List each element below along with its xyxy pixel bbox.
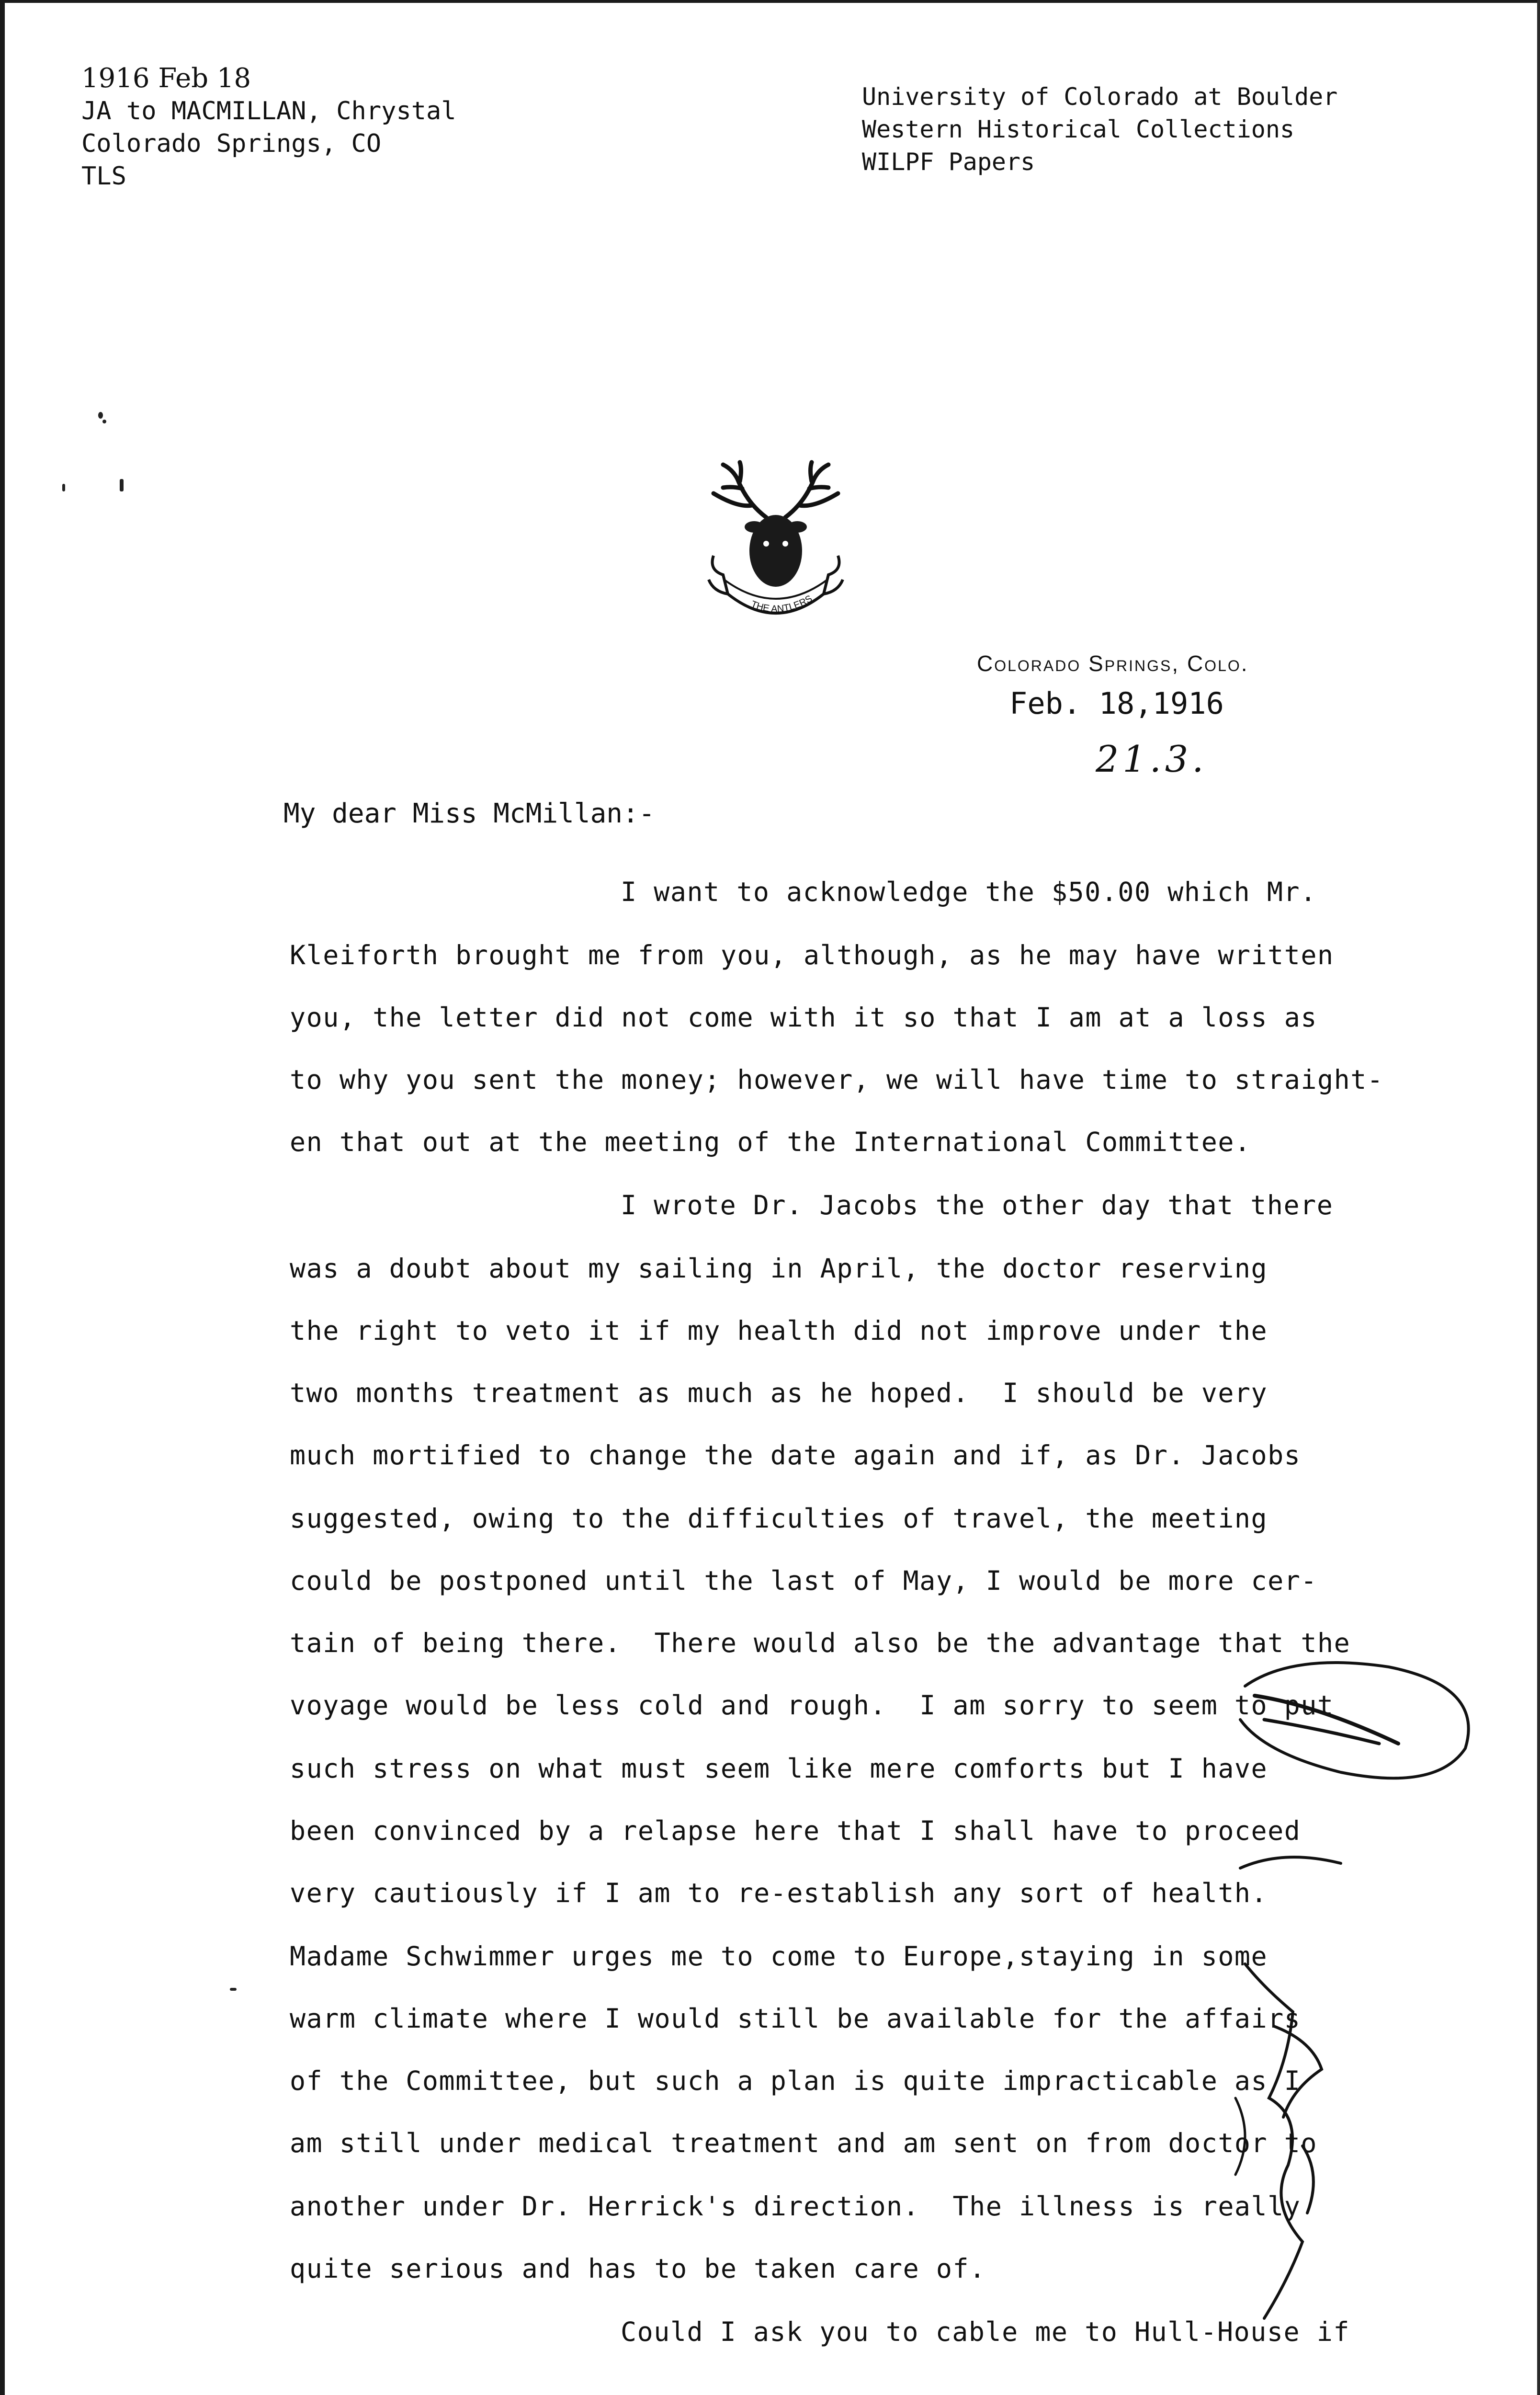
archive-metadata-right [862,80,1337,178]
meta-type: TLS [81,162,126,191]
body-line: I wrote Dr. Jacobs the other day that there [621,1190,1334,1220]
body-line: you, the letter did not come with it so that I am at a loss as [290,1002,1317,1033]
body-line: suggested, owing to the difficulties of travel, the meeting [290,1503,1268,1534]
body-line: tain of being there. There would also be the advantage that the [290,1628,1351,1658]
body-line: much mortified to change the date again and if, as Dr. Jacobs [290,1440,1301,1471]
crest-caption: THE ANTLERS [749,593,815,615]
scan-edge-right [1537,0,1540,2395]
archive-metadata-left [81,62,456,193]
meta-date: 1916 Feb 18 [81,63,251,94]
body-line: Could I ask you to cable me to Hull-House if [621,2316,1350,2347]
body-line: such stress on what must seem like mere comforts but I have [290,1753,1268,1784]
body-line: Kleiforth brought me from you, although, as he may have written [290,940,1334,970]
meta-institution: University of Colorado at Boulder [862,83,1338,111]
letterhead-place: Colorado Springs, Colo. [977,651,1249,676]
body-line: Madame Schwimmer urges me to come to Europe,staying in some [290,1941,1268,1972]
body-line: another under Dr. Herrick's direction. The illness is really [290,2191,1301,2222]
salutation: My dear Miss McMillan:- [283,798,655,829]
meta-papers: WILPF Papers [862,148,1035,176]
body-line: en that out at the meeting of the International Committee. [290,1127,1251,1157]
meta-collection: Western Historical Collections [862,115,1295,143]
scan-edge-left [0,0,5,2395]
meta-location: Colorado Springs, CO [81,129,382,158]
body-line: warm climate where I would still be available for the affairs [290,2003,1301,2034]
body-line: voyage would be less cold and rough. I am sorry to seem to put [290,1690,1334,1721]
body-line: very cautiously if I am to re-establish any sort of health. [290,1878,1268,1908]
body-line: was a doubt about my sailing in April, the doctor reserving [290,1253,1268,1284]
body-line: two months treatment as much as he hoped. I should be very [290,1378,1268,1408]
letter-date: Feb. 18,1916 [1009,686,1224,721]
body-line: quite serious and has to be taken care of. [290,2253,986,2284]
body-line: am still under medical treatment and am sent on from doctor to [290,2128,1317,2158]
body-line: been convinced by a relapse here that I shall have to proceed [290,1815,1301,1846]
meta-correspondents: JA to MACMILLAN, Chrystal [81,97,456,125]
scan-edge-top [0,0,1540,3]
body-line: I want to acknowledge the $50.00 which Mr. [621,877,1317,907]
body-line: the right to veto it if my health did not improve under the [290,1315,1268,1346]
body-line: to why you sent the money; however, we will have time to straight- [290,1064,1384,1095]
body-line: of the Committee, but such a plan is quite impracticable as I [290,2065,1301,2096]
antlers-crest-logo [694,460,857,642]
body-line: could be postponed until the last of May, I would be more cer- [290,1565,1317,1596]
handwritten-date: 21.3. [1096,738,1208,780]
